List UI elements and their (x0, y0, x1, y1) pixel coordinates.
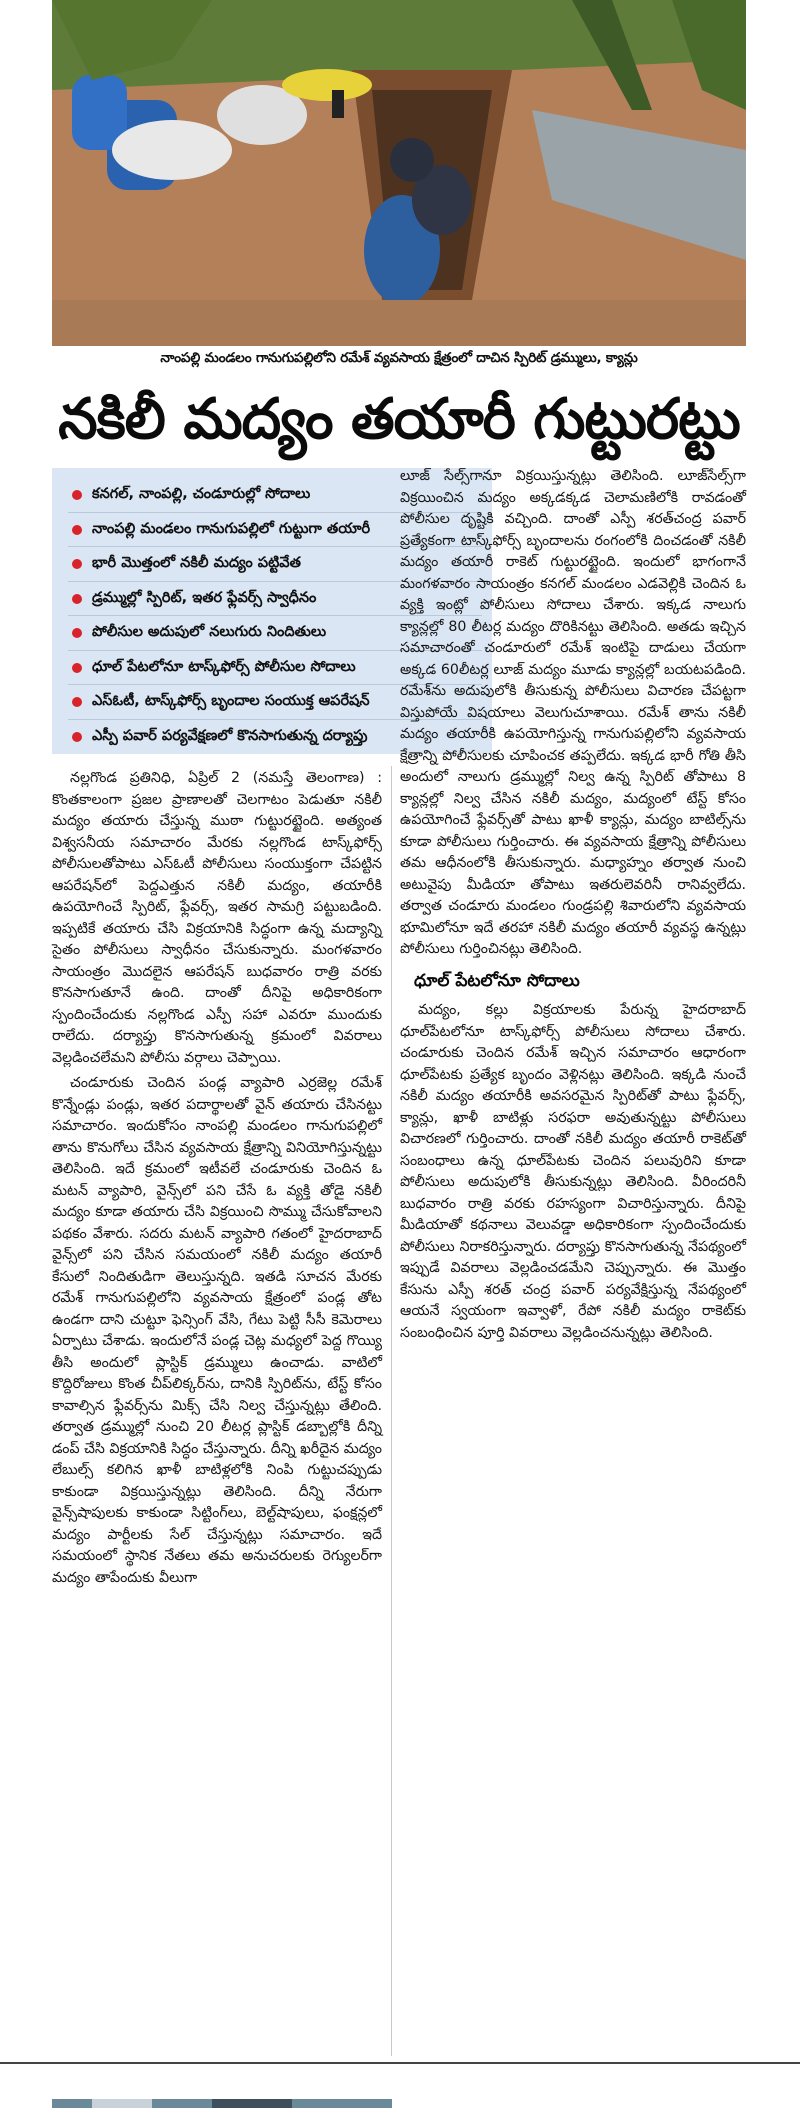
field-scene-illustration (52, 0, 746, 346)
highlight-item: డ్రమ్ముల్లో స్పిరిట్, ఇతర ఫ్లేవర్స్ స్వాధీనం (68, 582, 482, 617)
article-paragraph: చండూరుకు చెందిన పండ్ల వ్యాపారి ఎర్రజెల్ల రమేశ్ కొన్నేండ్లు పండ్లు, ఇతర పదార్థాలతో వైన్ తయారు చేసినట్టు సమాచారం. ఇందుకోసం నాంపల్లి మండలం గానుగుపల్లిలో తాను కొనుగోలు చేసిన వ్యవసాయ క్షేత్రాన్ని వినియోగిస్తున్నట్టు తెలిసింది. ఇదే క్రమంలో ఇటీవలే చండూరుకు చెందిన ఓ మటన్ వ్యాపారి, వైన్స్‌లో పని చేసే ఓ వ్యక్తి తోడై నకిలీ మద్యం కూడా తయారు చేసి విక్రయించి సొమ్ము చేసుకోవాలని పథకం వేశారు. సదరు మటన్ వ్యాపారి గతంలో హైదరాబాద్ వైన్స్‌లో పని చేసిన సమయంలో నకిలీ మద్యం తయారీ కేసులో నిందితుడిగా తెలుస్తున్నది. ఇతడి సూచన మేరకు రమేశ్ గానుగుపల్లిలోని వ్యవసాయ క్షేత్రంలో పండ్ల తోట ఉండగా దాని చుట్టూ ఫెన్సింగ్ వేసి, గేటు పెట్టి సీసీ కెమెరాలు ఏర్పాటు చేశాడు. ఇందులోనే పండ్ల చెట్ల మధ్యలో పెద్ద గొయ్యి తీసి అందులో ప్లాస్టిక్ డ్రమ్ములు ఉంచాడు. వాటిలో కొద్దిరోజులు కొంత చీప్‌లిక్కర్‌ను, దానికి స్పిరిట్‌ను, టేస్ట్ కోసం కావాల్సిన ఫ్లేవర్స్‌ను మిక్స్ చేసి నిల్వ చేస్తున్నట్లు తేలింది. తర్వాత డ్రమ్ముల్లో నుంచి 20 లీటర్ల ప్లాస్టిక్ డబ్బాల్లోకి దీన్ని డంప్ చేసి విక్రయానికి సిద్ధం చేస్తున్నారు. దీన్ని ఖరీదైన మద్యం లేబుల్స్ కలిగిన ఖాళీ బాటిళ్లలోకి నింపి గుట్టుచప్పుడు కాకుండా విక్రయిస్తున్నట్లు తెలిసింది. దీన్ని నేరుగా వైన్స్‌షాపులకు కాకుండా సిట్టింగ్‌లు, బెల్ట్‌షాపులు, ఫంక్షన్లలో మద్యం పార్టీలకు సేల్ చేస్తున్నట్లు సమాచారం. ఇదే సమయంలో స్థానిక నేతలు తమ అనుచరులకు రెగ్యులర్‌గా మద్యం తాపేందుకు వీలుగా (52, 1075, 382, 1586)
red-bullet-icon (72, 697, 82, 707)
highlight-item: ఎస్పీ పవార్ పర్యవేక్షణలో కొనసాగుతున్న దర్యాప్తు (68, 720, 482, 754)
red-bullet-icon (72, 628, 82, 638)
page-divider (0, 2062, 800, 2064)
news-photo (52, 0, 746, 346)
red-bullet-icon (72, 490, 82, 500)
next-photo-illustration (52, 2099, 746, 2108)
section-subheading: ధూల్ పేటలోనూ సోదాలు (414, 970, 580, 991)
article-paragraph: లూజ్ సేల్స్‌గానూ విక్రయిస్తున్నట్లు తెలిసింది. లూజ్‌సేల్స్‌గా విక్రయించిన మద్యం అక్కడక్కడ చెలామణిలోకి రావడంతో పోలీసుల దృష్టికి వచ్చింది. దాంతో ఎస్పీ శరత్‌చంద్ర పవార్ ప్రత్యేకంగా టాస్క్‌ఫోర్స్ బృందాలను రంగంలోకి దించడంతో నకిలీ మద్యం తయారీ రాకెట్ గుట్టురట్టైంది. ఇందులో భాగంగానే మంగళవారం సాయంత్రం కనగల్ మండలం ఎడవెల్లికి చెందిన ఓ వ్యక్తి ఇంట్లో పోలీసులు సోదాలు చేశారు. ఇక్కడ నాలుగు క్యాన్లల్లో 80 లీటర్ల మద్యం దొరికినట్టు తెలిసింది. అతడు ఇచ్చిన సమాచారంతో చండూరులో రమేశ్ ఇంటిపై దాడులు చేయగా అక్కడ 60లీటర్ల లూజ్ మద్యం మూడు క్యాన్లల్లో బయటపడింది. రమేశ్‌ను అదుపులోకి తీసుకున్న పోలీసులు విచారణ చేపట్టగా విస్తుపోయే విషయాలు వెలుగుచూశాయి. రమేశ్ తాను నకిలీ మద్యం తయారీకి ఉపయోగిస్తున్న గానుగుపల్లిలోని వ్యవసాయ క్షేత్రాన్ని పోలీసులకు చూపించక తప్పలేదు. ఇక్కడ భారీ గోతి తీసి అందులో నాలుగు డ్రమ్ముల్లో నిల్వ ఉన్న స్పిరిట్ తోపాటు 8 క్యాన్లల్లో నిల్వ చేసిన నకిలీ మద్యం, మద్యంలో టేస్ట్ కోసం ఉపయోగించే ఫ్లేవర్స్‌తో పాటు ఖాళీ క్యాన్లు, మద్యం బాటిల్స్‌ను కూడా పోలీసులు గుర్తించారు. ఈ వ్యవసాయ క్షేత్రాన్ని పోలీసులు తమ ఆధీనంలోకి తీసుకున్నారు. మధ్యాహ్నం తర్వాత నుంచి అటువైపు మీడియా తోపాటు ఇతరులెవరినీ రానివ్వలేదు. తర్వాత చండూరు మండలం గుండ్రపల్లి శివారులోని వ్యవసాయ భూమిలోనూ ఇదే తరహా నకిలీ మద్యం తయారీ వ్యవస్థ ఉన్నట్లు పోలీసులు గుర్తించినట్లు తెలిసింది. (400, 468, 746, 957)
red-bullet-icon (72, 594, 82, 604)
highlight-item: నాంపల్లి మండలం గానుగుపల్లిలో గుట్టుగా తయారీ (68, 513, 482, 548)
headline: నకిలీ మద్యం తయారీ గుట్టురట్టు (58, 387, 740, 452)
article-paragraph: నల్లగొండ ప్రతినిధి, ఏప్రిల్ 2 (నమస్తే తెలంగాణ) : కొంతకాలంగా ప్రజల ప్రాణాలతో చెలగాటం పెడుతూ నకిలీ మద్యం తయారు చేస్తున్న ముఠా గుట్టురట్టైంది. అత్యంత విశ్వసనీయ సమాచారం మేరకు నల్లగొండ టాస్క్‌ఫోర్స్ పోలీసులతోపాటు ఎస్ఓటీ పోలీసులు సంయుక్తంగా చేపట్టిన ఆపరేషన్‌లో పెద్దఎత్తున నకిలీ మద్యం, తయారీకి ఉపయోగించే స్పిరిట్, ఫ్లేవర్స్, ఇతర సామగ్రి పట్టుబడింది. ఇప్పటికే తయారు చేసి విక్రయానికి సిద్ధంగా ఉన్న మద్యాన్ని సైతం పోలీసులు స్వాధీనం చేసుకున్నారు. మంగళవారం సాయంత్రం మొదలైన ఆపరేషన్ బుధవారం రాత్రి వరకు కొనసాగుతూనే ఉంది. దాంతో దీనిపై అధికారికంగా స్పందించేందుకు నల్లగొండ ఎస్పీ సహా ఎవరూ ముందుకు రాలేదు. దర్యాప్తు కొనసాగుతున్న క్రమంలో వివరాలు వెల్లడించలేమని పోలీసు వర్గాలు చెప్పాయి. (52, 770, 382, 1066)
highlight-item: భారీ మొత్తంలో నకిలీ మద్యం పట్టివేత (68, 547, 482, 582)
article-column-left (52, 768, 382, 1593)
highlight-item: కనగల్, నాంపల్లి, చండూరుల్లో సోదాలు (68, 478, 482, 513)
column-divider (391, 766, 392, 2056)
highlight-item: పోలీసుల అదుపులో నలుగురు నిందితులు (68, 616, 482, 651)
red-bullet-icon (72, 525, 82, 535)
red-bullet-icon (72, 559, 82, 569)
red-bullet-icon (72, 732, 82, 742)
next-article-photo-edge (52, 2096, 746, 2108)
article-paragraph: మద్యం, కల్లు విక్రయాలకు పేరున్న హైదరాబాద్ ధూల్‌పేటలోనూ టాస్క్‌ఫోర్స్ పోలీసులు సోదాలు చేశారు. చండూరుకు చెందిన రమేశ్ ఇచ్చిన సమాచారం ఆధారంగా ధూల్‌పేటకు ప్రత్యేక బృందం వెళ్లినట్లు తెలిసింది. ఇక్కడి నుంచే నకిలీ మద్యం తయారీకి అవసరమైన స్పిరిట్‌తో పాటు ఫ్లేవర్స్, క్యాన్లు, ఖాళీ బాటిళ్లు సరఫరా అవుతున్నట్టు పోలీసులు విచారణలో గుర్తించారు. దాంతో నకిలీ మద్యం తయారీ రాకెట్‌తో సంబంధాలు ఉన్న ధూల్‌పేటకు చెందిన పలువురిని కూడా పోలీసులు అదుపులోకి తీసుకున్నట్లు తెలిసింది. వీరిందరినీ బుధవారం రాత్రి వరకు రహస్యంగా విచారిస్తున్నారు. దీనిపై మీడియాతో కథనాలు వెలువడ్డా అధికారికంగా స్పందించేందుకు పోలీసులు నిరాకరిస్తున్నారు. దర్యాప్తు కొనసాగుతున్న నేపథ్యంలో ఇప్పుడే వివరాలు వెల్లడించడమేని చెప్పున్నారు. ఈ మొత్తం కేసును ఎస్పీ శరత్ చంద్ర పవార్ పర్యవేక్షిస్తున్న నేపథ్యంలో ఆయనే స్వయంగా ఇవ్వాళో, రేపో నకిలీ మద్యం రాకెట్‌కు సంబంధించిన పూర్తి వివరాలు వెల్లడించనున్నట్లు తెలిసింది. (400, 1002, 746, 1341)
highlight-item: ఎస్ఓటీ, టాస్క్‌ఫోర్స్ బృందాల సంయుక్త ఆపరేషన్ (68, 685, 482, 720)
red-bullet-icon (72, 663, 82, 673)
photo-caption: నాంపల్లి మండలం గానుగుపల్లిలోని రమేశ్ వ్యవసాయ క్షేత్రంలో దాచిన స్పిరిట్ డ్రమ్ములు, క్యాన్లు (160, 350, 638, 366)
article-column-right (400, 466, 746, 1348)
highlight-item: ధూల్ పేటలోనూ టాస్క్‌ఫోర్స్ పోలీసుల సోదాలు (68, 651, 482, 686)
